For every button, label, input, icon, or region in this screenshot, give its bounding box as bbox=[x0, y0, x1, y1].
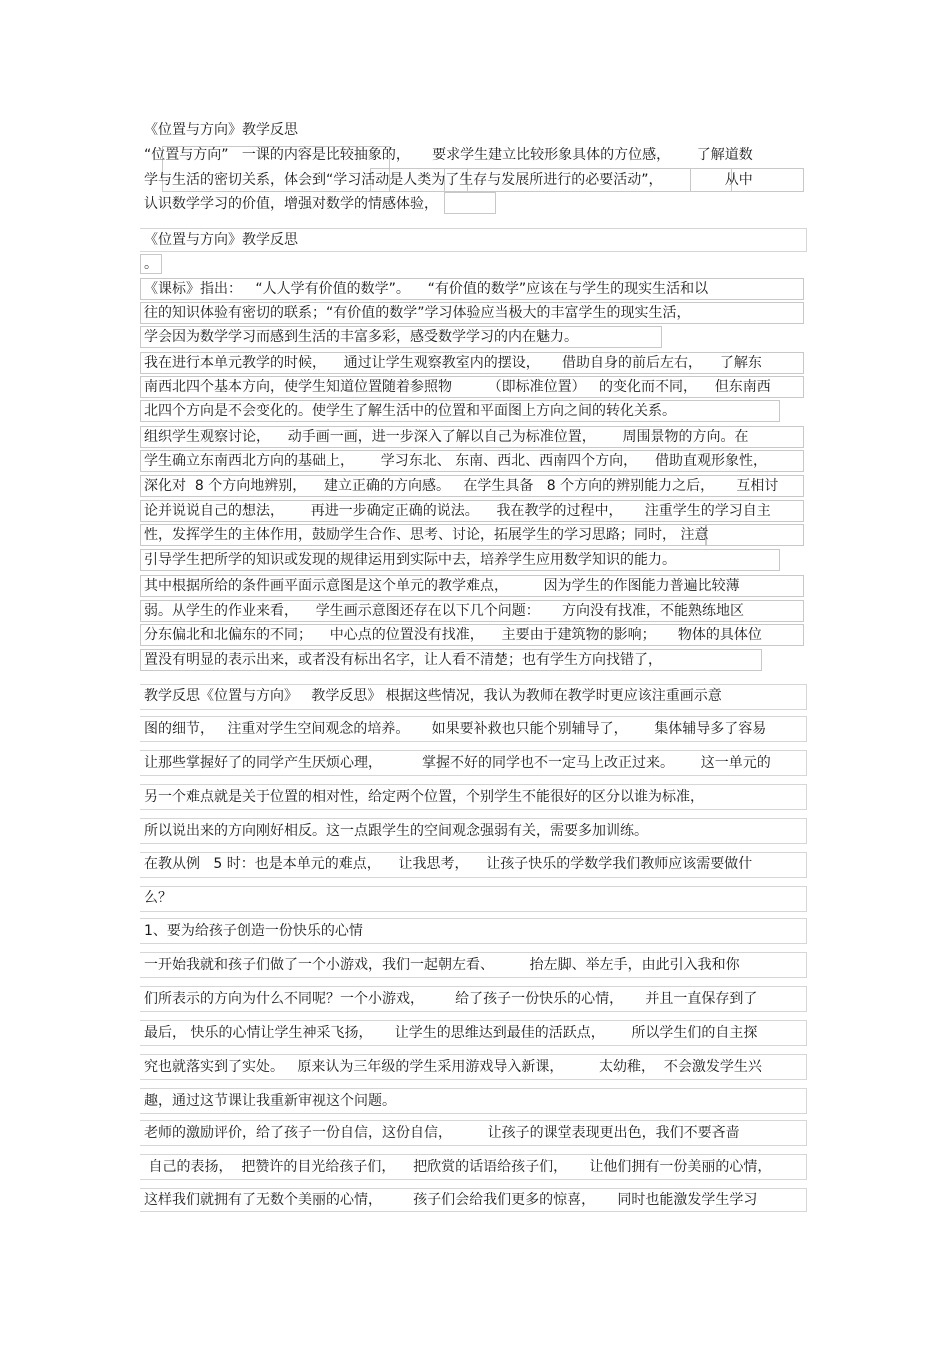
scan-box bbox=[444, 192, 496, 214]
paragraph-line: 弱。从学生的作业来看， 学生画示意图还存在以下几个问题： 方向没有找准，不能熟练地区 bbox=[144, 603, 745, 619]
paragraph-line: 分东偏北和北偏东的不同； 中心点的位置没有找准， 主要由于建筑物的影响； 物体的具体位 bbox=[144, 627, 762, 643]
intro-line: 认识数学学习的价值，增强对数学的情感体验， bbox=[144, 196, 438, 212]
paragraph-line: 么？ bbox=[144, 890, 172, 906]
paragraph-line: 自己的表扬， 把赞许的目光给孩子们， 把欣赏的话语给孩子们， 让他们拥有一份美丽的心情， bbox=[144, 1159, 772, 1175]
paragraph-line: 一开始我就和孩子们做了一个小游戏，我们一起朝左看、 抬左脚、举左手，由此引入我和你 bbox=[144, 957, 740, 973]
paragraph-line: 组织学生观察讨论， 动手画一画，进一步深入了解以自己为标准位置， 周围景物的方向。在 bbox=[144, 429, 749, 445]
paragraph-line: 学生确立东南西北方向的基础上， 学习东北、 东南、西北、西南四个方向， 借助直观形象性， bbox=[144, 453, 767, 469]
paragraph-line: 让那些掌握好了的同学产生厌烦心理， 掌握不好的同学也不一定马上改正过来。 这一单元的 bbox=[144, 755, 771, 771]
paragraph-line: 老师的激励评价，给了孩子一份自信，这份自信， 让孩子的课堂表现更出色，我们不要吝啬 bbox=[144, 1125, 740, 1141]
document-title: 《位置与方向》教学反思 bbox=[144, 122, 298, 138]
scan-box bbox=[140, 886, 807, 912]
paragraph-line: 往的知识体验有密切的联系；“有价值的数学”学习体验应当极大的丰富学生的现实生活， bbox=[144, 305, 691, 321]
paragraph-line: 们所表示的方向为什么不同呢？一个小游戏， 给了孩子一份快乐的心情， 并且一直保存到了 bbox=[144, 991, 758, 1007]
paragraph-line: 性，发挥学生的主体作用，鼓励学生合作、思考、讨论，拓展学生的学习思路；同时， 注意 bbox=[144, 527, 709, 543]
section-title: 《位置与方向》教学反思 bbox=[144, 232, 298, 248]
paragraph-line: 趣，通过这节课让我重新审视这个问题。 bbox=[144, 1093, 396, 1109]
paragraph-line: 最后， 快乐的心情让学生神采飞扬， 让学生的思维达到最佳的活跃点， 所以学生们的自主探 bbox=[144, 1025, 758, 1041]
paragraph-line: 在教从例 5 时：也是本单元的难点， 让我思考， 让孩子快乐的学数学我们教师应该需要做什 bbox=[144, 856, 753, 872]
paragraph-line: 论并说说自己的想法， 再进一步确定正确的说法。 我在教学的过程中， 注重学生的学习自主 bbox=[144, 503, 771, 519]
paragraph-line: 教学反思《位置与方向》 教学反思》 根据这些情况，我认为教师在教学时更应该注重画示意 bbox=[144, 688, 722, 704]
paragraph-line: 《课标》指出： “人人学有价值的数学”。 “有价值的数学”应该在与学生的现实生活和以 bbox=[144, 281, 709, 297]
paragraph-line: 所以说出来的方向刚好相反。这一点跟学生的空间观念强弱有关，需要多加训练。 bbox=[144, 823, 648, 839]
paragraph-line: 学会因为数学学习而感到生活的丰富多彩，感受数学学习的内在魅力。 bbox=[144, 329, 578, 345]
paragraph-line: 北四个方向是不会变化的。使学生了解生活中的位置和平面图上方向之间的转化关系。 bbox=[144, 403, 676, 419]
paragraph-line: 深化对 8 个方向地辨别， 建立正确的方向感。 在学生具备 8 个方向的辨别能力之后， 互相讨 bbox=[144, 478, 779, 494]
paragraph-line: 另一个难点就是关于位置的相对性，给定两个位置，个别学生不能很好的区分以谁为标准， bbox=[144, 789, 704, 805]
subheading: 1、要为给孩子创造一份快乐的心情 bbox=[144, 923, 363, 939]
paragraph-line: 引导学生把所学的知识或发现的规律运用到实际中去，培养学生应用数学知识的能力。 bbox=[144, 552, 676, 568]
paragraph-line: 其中根据所给的条件画平面示意图是这个单元的教学难点， 因为学生的作图能力普遍比较薄 bbox=[144, 578, 740, 594]
paragraph-line: 图的细节， 注重对学生空间观念的培养。 如果要补救也只能个别辅导了， 集体辅导多了容易 bbox=[144, 721, 767, 737]
scan-box bbox=[706, 524, 804, 546]
dot-line: 。 bbox=[144, 256, 158, 272]
paragraph-line: 置没有明显的表示出来，或者没有标出名字，让人看不清楚；也有学生方向找错了， bbox=[144, 652, 662, 668]
paragraph-line: 我在进行本单元教学的时候， 通过让学生观察教室内的摆设， 借助自身的前后左右， 了解东 bbox=[144, 355, 762, 371]
intro-line: 学与生活的密切关系，体会到“学习活动是人类为了生存与发展所进行的必要活动”， 从中 bbox=[144, 172, 753, 188]
paragraph-line: 南西北四个基本方向，使学生知道位置随着参照物 （即标准位置） 的变化而不同， 但东南西 bbox=[144, 379, 771, 395]
paragraph-line: 究也就落实到了实处。 原来认为三年级的学生采用游戏导入新课， 太幼稚， 不会激发学生兴 bbox=[144, 1059, 762, 1075]
paragraph-line: 这样我们就拥有了无数个美丽的心情， 孩子们会给我们更多的惊喜， 同时也能激发学生学习 bbox=[144, 1192, 758, 1208]
intro-line: “位置与方向” 一课的内容是比较抽象的， 要求学生建立比较形象具体的方位感， 了解道数 bbox=[144, 147, 753, 163]
